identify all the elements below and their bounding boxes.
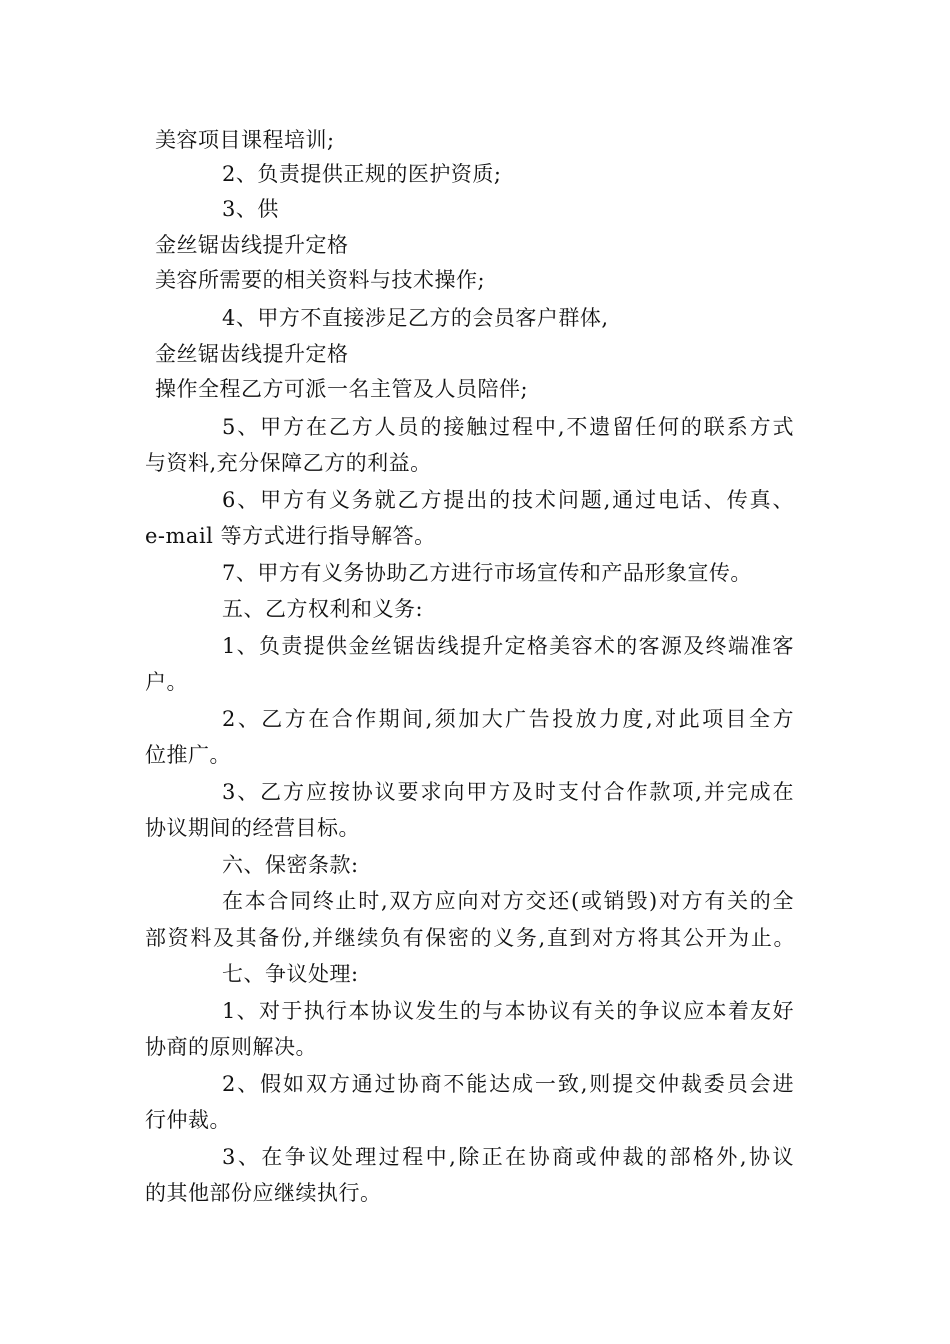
text-line: 金丝锯齿线提升定格 xyxy=(155,233,349,257)
text-line: 3、供 xyxy=(222,197,279,221)
text-line: 5、甲方在乙方人员的接触过程中,不遗留任何的联系方式 xyxy=(222,415,794,439)
text-line: 1、对于执行本协议发生的与本协议有关的争议应本着友好 xyxy=(222,999,794,1023)
text-line: 3、乙方应按协议要求向甲方及时支付合作款项,并完成在 xyxy=(222,780,794,804)
text-line: 4、甲方不直接涉足乙方的会员客户群体, xyxy=(222,306,609,330)
text-line: e-mail 等方式进行指导解答。 xyxy=(145,524,436,548)
text-line: 7、甲方有义务协助乙方进行市场宣传和产品形象宣传。 xyxy=(222,561,752,585)
text-line: 的其他部份应继续执行。 xyxy=(145,1181,382,1205)
text-line: 1、负责提供金丝锯齿线提升定格美容术的客源及终端准客 xyxy=(222,634,794,658)
text-line: 2、假如双方通过协商不能达成一致,则提交仲裁委员会进 xyxy=(222,1072,794,1096)
text-line: 金丝锯齿线提升定格 xyxy=(155,342,349,366)
text-line: 户。 xyxy=(145,670,188,694)
text-line: 3、在争议处理过程中,除正在协商或仲裁的部格外,协议 xyxy=(222,1145,794,1169)
text-line: 协商的原则解决。 xyxy=(145,1035,317,1059)
text-line: 2、负责提供正规的医护资质; xyxy=(222,162,502,186)
text-line: 部资料及其备份,并继续负有保密的义务,直到对方将其公开为止。 xyxy=(145,926,795,950)
text-line: 与资料,充分保障乙方的利益。 xyxy=(145,451,432,475)
text-line: 在本合同终止时,双方应向对方交还(或销毁)对方有关的全 xyxy=(222,889,794,913)
text-line: 2、乙方在合作期间,须加大广告投放力度,对此项目全方 xyxy=(222,707,794,731)
text-line: 位推广。 xyxy=(145,743,231,767)
text-line: 行仲裁。 xyxy=(145,1108,231,1132)
section-heading: 六、保密条款: xyxy=(222,853,359,877)
text-line: 6、甲方有义务就乙方提出的技术问题,通过电话、传真、 xyxy=(222,488,794,512)
text-line: 美容项目课程培训; xyxy=(155,128,335,152)
text-line: 协议期间的经营目标。 xyxy=(145,816,360,840)
section-heading: 七、争议处理: xyxy=(222,962,359,986)
text-line: 美容所需要的相关资料与技术操作; xyxy=(155,268,486,292)
text-line: 操作全程乙方可派一名主管及人员陪伴; xyxy=(155,377,529,401)
section-heading: 五、乙方权利和义务: xyxy=(222,597,424,621)
